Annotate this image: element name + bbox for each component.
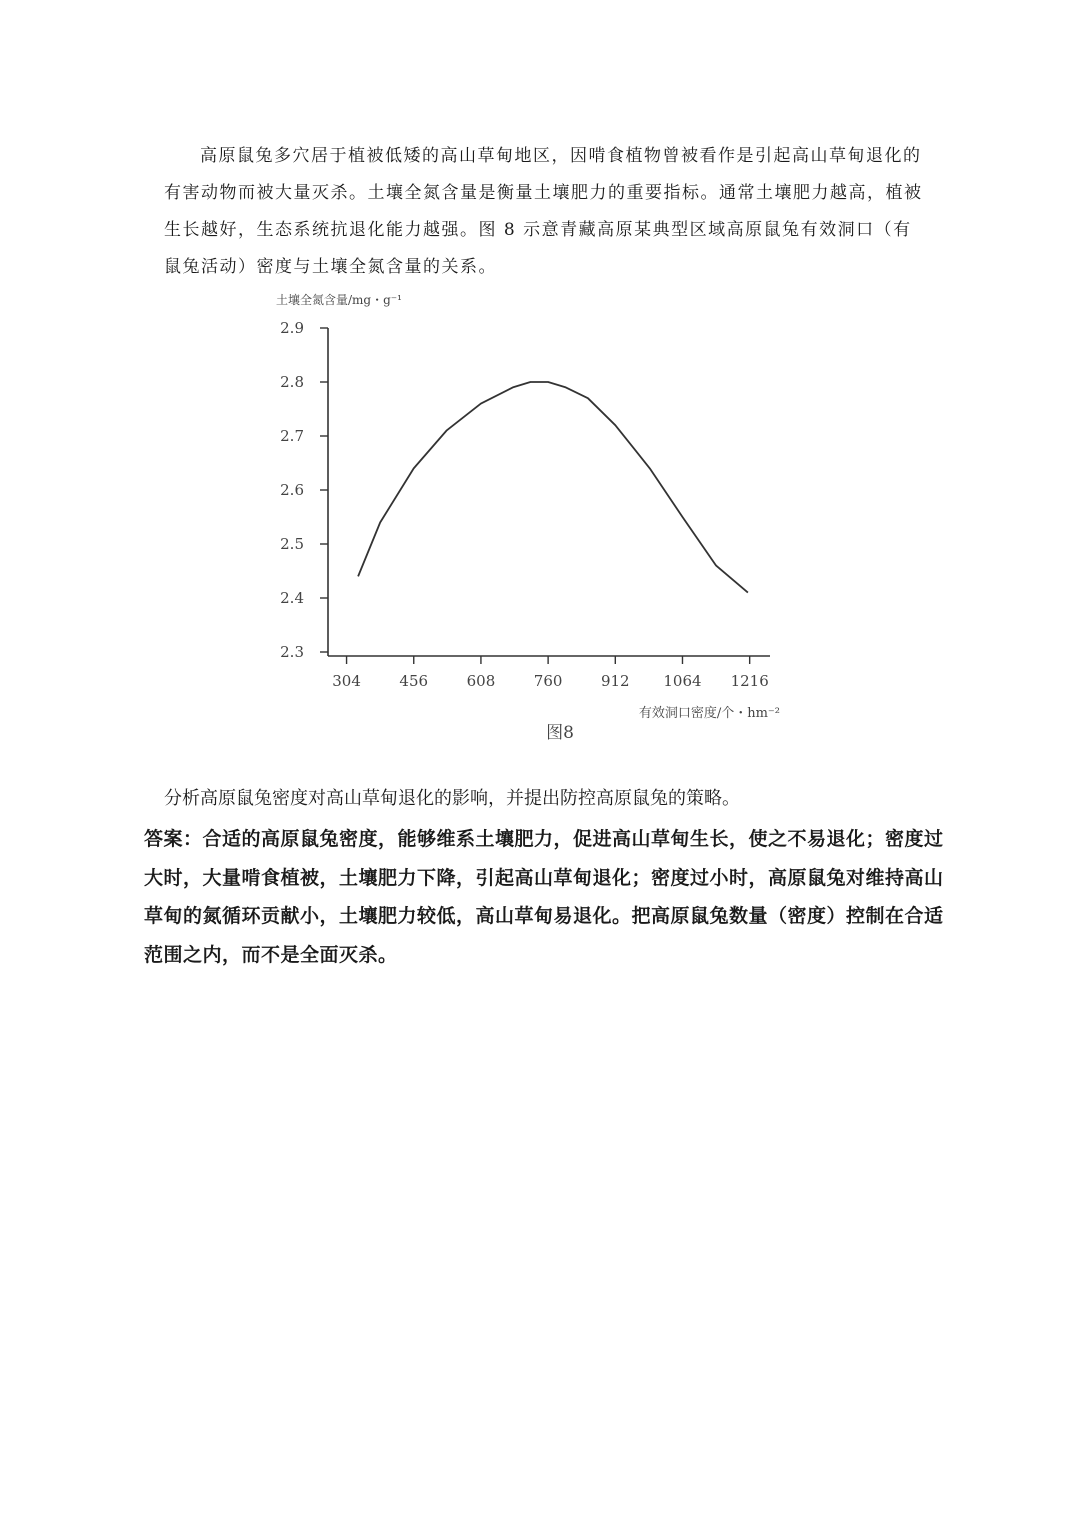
chart-ticks [280, 319, 769, 690]
x-tick-label: 1064 [663, 672, 702, 690]
y-tick-label: 2.9 [280, 319, 304, 337]
series-line [358, 382, 748, 593]
y-tick-label: 2.3 [280, 643, 304, 661]
question-text: 分析高原鼠兔密度对高山草甸退化的影响，并提出防控高原鼠兔的策略。 [164, 788, 740, 809]
intro-text: 高原鼠兔多穴居于植被低矮的高山草甸地区，因啃食植物曾被看作是引起高山草甸退化的有害动物而被大量灭杀。土壤全氮含量是衡量土壤肥力的重要指标。通常土壤肥力越高，植被 生长越好，生态系统抗退化能力越强。图 8 示意青藏高原某典型区域高原鼠兔有效洞口（有鼠兔活动）密度与土壤全氮含量的关系。 [164, 146, 941, 277]
x-tick-label: 1216 [730, 672, 769, 690]
x-tick-label: 304 [332, 672, 361, 690]
x-tick-label: 608 [466, 672, 496, 690]
y-tick-label: 2.5 [280, 535, 304, 553]
y-tick-label: 2.7 [280, 427, 304, 445]
chart-series [358, 382, 748, 593]
figure-caption: 图8 [546, 723, 574, 743]
x-tick-label: 760 [533, 672, 563, 690]
y-axis-label: 土壤全氮含量/mg・g⁻¹ [276, 293, 402, 307]
x-axis-label: 有效洞口密度/个・hm⁻² [638, 706, 780, 721]
y-tick-label: 2.4 [280, 589, 304, 607]
intro-paragraph [164, 138, 941, 286]
y-tick-label: 2.6 [280, 481, 304, 499]
nitrogen-density-chart [270, 286, 790, 746]
x-tick-label: 456 [399, 672, 429, 690]
answer-text: 答案：合适的高原鼠兔密度，能够维系土壤肥力，促进高山草甸生长，使之不易退化；密度过大时，大量啃食植被，土壤肥力下降，引起高山草甸退化；密度过小时，高原鼠兔对维持高山草甸的氮循环贡献小，土壤肥力较低，高山草甸易退化。把高原鼠兔数量（密度）控制在合适范围之内，而不是全面灭杀。 [144, 828, 944, 966]
y-tick-label: 2.8 [280, 373, 304, 391]
x-tick-label: 912 [600, 672, 630, 690]
chart-axes [328, 328, 770, 656]
figure-8 [270, 286, 790, 746]
